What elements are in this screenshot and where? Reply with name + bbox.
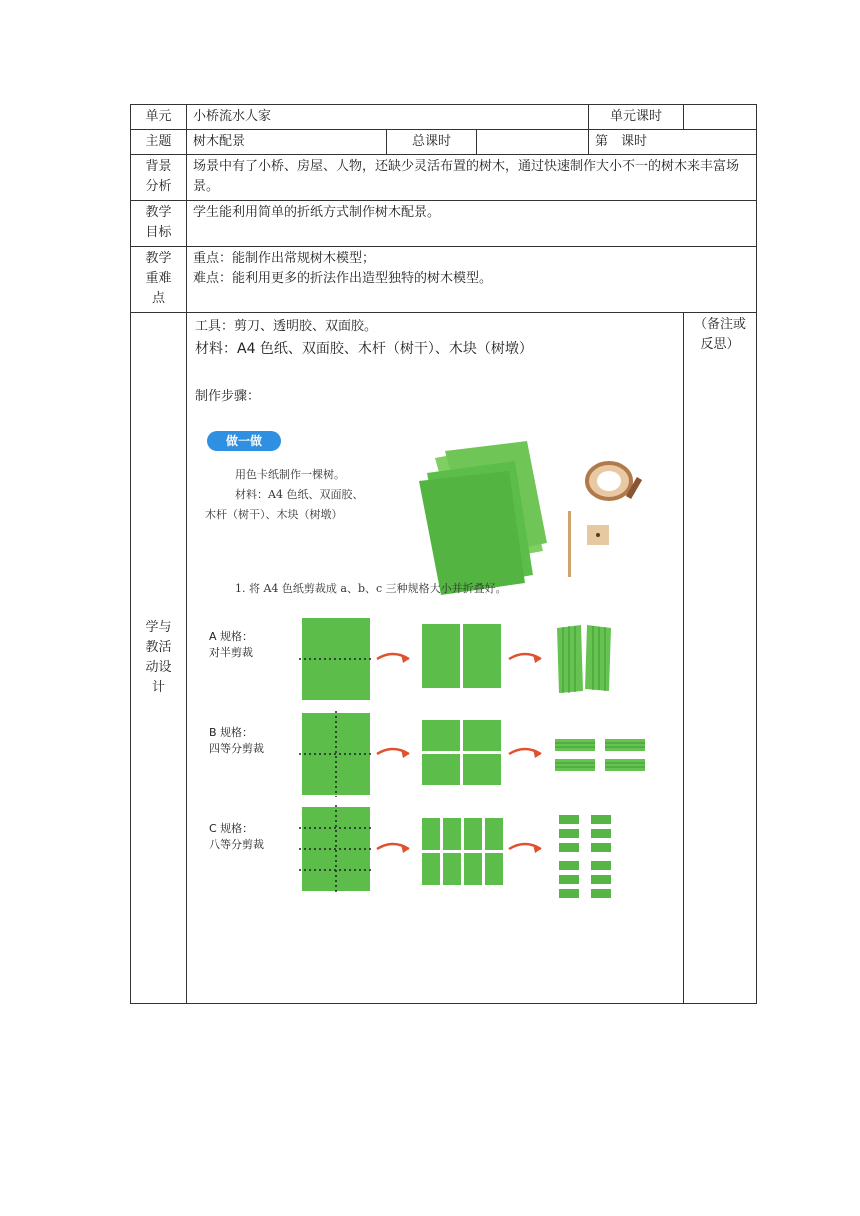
goal-text: 学生能利用简单的折纸方式制作树木配景。 [187, 201, 757, 247]
key-point: 重点：能制作出常规树木模型； [193, 251, 376, 266]
hard-point: 难点：能利用更多的折法作出造型独特的树木模型。 [193, 271, 493, 286]
topic-value: 树木配景 [187, 130, 387, 155]
goal-label-line1: 教学 [145, 205, 172, 220]
total-hours-label: 总课时 [387, 130, 477, 155]
spec-b-row [299, 711, 645, 797]
design-label-line3: 动设 [145, 660, 172, 675]
spec-a-half-2 [463, 624, 501, 688]
unit-value: 小桥流水人家 [187, 105, 589, 130]
topic-label: 主题 [131, 130, 187, 155]
folding-illustration [187, 313, 663, 1003]
background-label-line1: 背景 [145, 159, 172, 174]
design-label [131, 313, 187, 1004]
difficulty-text [187, 247, 757, 313]
goal-label [131, 201, 187, 247]
book-intro: 用色卡纸制作一棵树。 [235, 468, 345, 481]
book-materials: 材料：A4 色纸、双面胶、 [235, 488, 364, 501]
background-text: 场景中有了小桥、房屋、人物，还缺少灵活布置的树木，通过快速制作大小不一的树木来丰富场景。 [187, 155, 757, 201]
spec-a-row [299, 618, 611, 700]
unit-hours-value [684, 105, 757, 130]
design-label-line1: 学与 [145, 620, 172, 635]
design-content [187, 313, 684, 1004]
unit-hours-label: 单元课时 [589, 105, 684, 130]
spec-a-label [209, 629, 253, 661]
background-label [131, 155, 187, 201]
spec-a-name: A 规格： [209, 630, 254, 643]
unit-label: 单元 [131, 105, 187, 130]
spec-b-name: B 规格： [209, 726, 254, 739]
folded-fan-a-icon [557, 625, 611, 693]
spec-c-name: C 规格： [209, 822, 254, 835]
remark-column: （备注或反思） [684, 313, 757, 1004]
difficulty-label [131, 247, 187, 313]
spec-a-desc: 对半剪裁 [209, 646, 253, 659]
folded-fan-c-icon [559, 815, 611, 898]
green-paper-stack-icon [419, 441, 547, 595]
design-label-line4: 计 [151, 680, 165, 695]
goal-label-line2: 目标 [145, 225, 172, 240]
lesson-plan-table [130, 104, 757, 1004]
materials-text: 材料：A4 色纸、双面胶、木杆（树干）、木块（树墩） [195, 341, 533, 357]
spec-c-desc: 八等分剪裁 [209, 838, 264, 851]
total-hours-value [477, 130, 589, 155]
lesson-label: 第 课时 [589, 130, 757, 155]
difficulty-label-line2: 重难 [145, 271, 172, 286]
design-label-line2: 教活 [145, 640, 172, 655]
folded-fan-b-icon [555, 739, 645, 771]
wood-block-icon [587, 525, 609, 545]
step1-text: 1. 将 A4 色纸剪裁成 a、b、c 三种规格大小并折叠好。 [235, 582, 507, 595]
background-label-line2: 分析 [145, 179, 172, 194]
spec-c-label [209, 821, 264, 853]
do-it-badge: 做一做 [207, 431, 281, 451]
book-materials-cont: 木杆（树干）、木块（树墩） [205, 508, 343, 521]
steps-label: 制作步骤： [195, 389, 261, 404]
tape-roll-icon [587, 463, 642, 499]
difficulty-label-line3: 点 [151, 291, 165, 306]
wood-stick-icon [568, 511, 571, 577]
difficulty-label-line1: 教学 [145, 251, 172, 266]
spec-c-row [299, 805, 611, 898]
tools-text: 工具：剪刀、透明胶、双面胶。 [195, 319, 378, 334]
spec-b-label [209, 725, 264, 757]
spec-b-desc: 四等分剪裁 [209, 742, 264, 755]
spec-a-half-1 [422, 624, 460, 688]
